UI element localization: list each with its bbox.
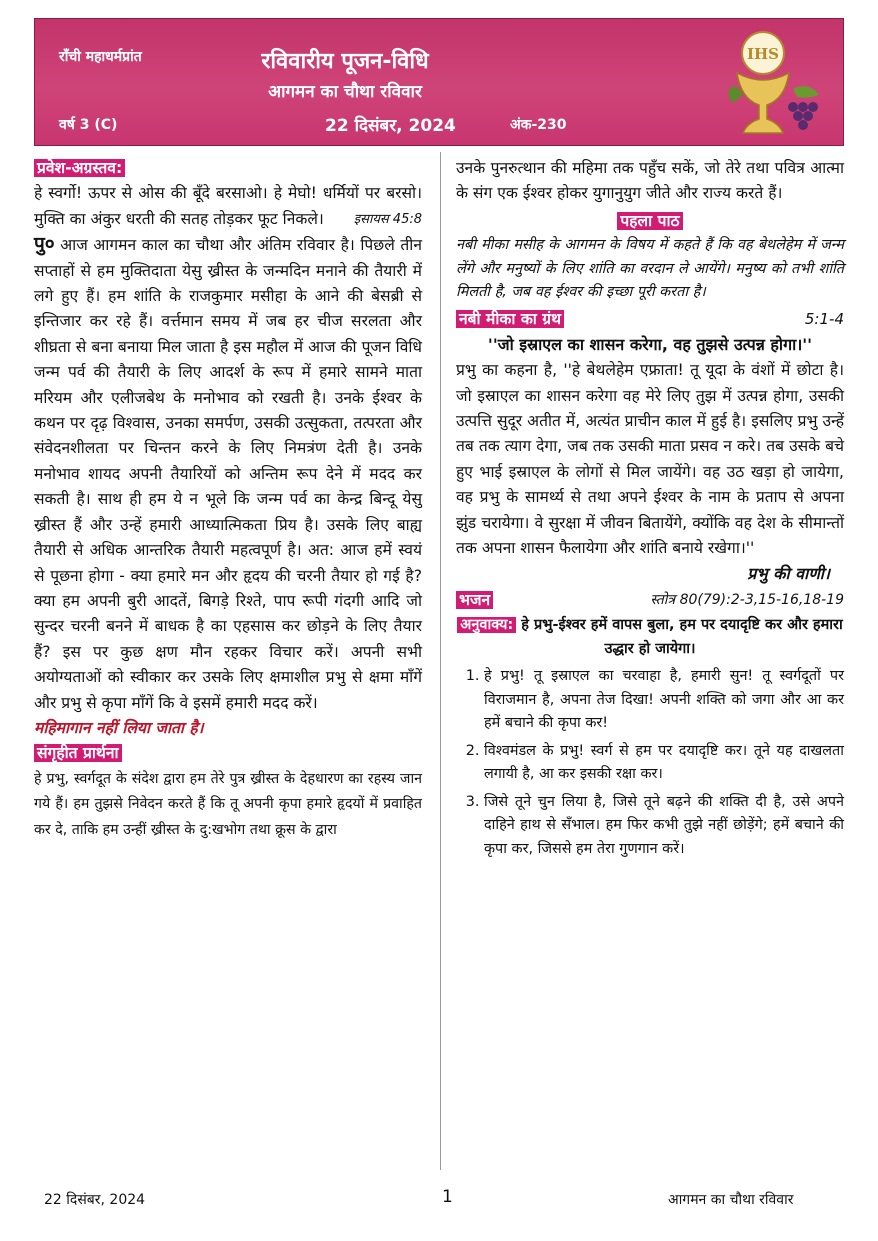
gloria-note: महिमागान नहीं लिया जाता है।: [34, 718, 204, 737]
issue-number: अंक-230: [510, 117, 567, 133]
psalm-verse: 3. जिसे तूने चुन लिया है, जिसे तूने बढ़ने की शक्ति दी है, उसे अपने दाहिने हाथ से सँभाल। हम फिर कभी तुझे नहीं छोड़ेंगे; हमें बचाने की कृपा कर, जिससे हम तेरा गुणगान करें।: [484, 791, 844, 862]
collect-text: हे प्रभु, स्वर्गदूत के संदेश द्वारा हम तेरे पुत्र ख्रीस्त के देहधारण का रहस्य जान गये हैं। हम तुझसे निवेदन करते हैं कि तू अपनी कृपा हमारे हृदयों में प्रवाहित कर दे, ताकि हम उन्हीं ख्रीस्त के दु:खभोग तथा क्रूस के द्वारा: [34, 770, 422, 838]
introduction-text: आज आगमन काल का चौथा और अंतिम रविवार है। पिछले तीन सप्ताहों से हम मुक्तिदाता येसु ख्रीस्त के जन्मदिन मनाने की तैयारी में लगे हुए हैं। हम शांति के राजकुमार मसीहा के आने की बेसब्री से इन्तिजार कर रहे हैं। वर्त्तमान समय में जब हर चीज सरलता और शीघ्रता से बना बनाया मिल जाता है इस महौल में आज की पूजन विधि जन्म पर्व की तैयारी के लिए आदर्श के रूप में हमारे सामने माता मरियम और एलीजबेथ के मनोभाव को रखती है। उनके ईश्वर के कथन पर दृढ़ विश्वास, उनका समर्पण, उसकी उत्सुकता, तत्परता और संवेदनशीलता पर चिन्तन करने के लिए निमत्रंण देती है। उनके मनोभाव शायद अपनी तैयारियों को अन्तिम रूप देने में मदद कर सकती है। साथ ही हम ये न भूले कि जन्म पर्व का केन्द्र बिन्दू येसु ख्रीस्त हैं और उन्हें हमारी आध्यात्मिकता प्रिय है। उसके लिए बाह्य तैयारी से अधिक आन्तरिक तैयारी महत्वपूर्ण है। अत: आज हमें स्वयं से पूछना होगा - क्या हमारे मन और हृदय की चरनी तैयार हो गई है? क्या हम अपनी बुरी आदतें, बिगड़े रिश्ते, पाप रूपी गंदगी आदि जो सुन्दर चरनी बनने में बाधक है का एहसास कर छोड़ने के लिए तैयार हैं? इस पर कुछ क्षण मौन रहकर विचार करें। अपनी सभी अयोग्यताओं को स्वीकार कर उसके लिए क्षमाशील प्रभु से क्षमा माँगें और प्रभु से कृपा माँगें कि वे इसमें हमारी मदद करें।: [34, 236, 422, 712]
diocese-name: राँची महाधर्मप्रांत: [59, 49, 142, 65]
collect-heading: संगृहीत प्रार्थना: [34, 744, 122, 762]
first-reading-heading: पहला पाठ: [617, 212, 682, 230]
psalm-reference: स्तोत्र 80(79):2-3,15-16,18-19: [650, 591, 844, 608]
page-number: 1: [442, 1187, 453, 1207]
page-title: रविवारीय पूजन-विधि: [261, 49, 429, 74]
entrance-heading: प्रवेश-अग्रस्तव:: [34, 159, 125, 177]
psalm-response: [456, 613, 844, 661]
entrance-reference: इसायस 45:8: [353, 211, 422, 227]
introduction: [34, 232, 422, 716]
word-of-lord: प्रभु की वाणी।: [747, 564, 830, 584]
response-label: अनुवाक्य:: [457, 617, 516, 633]
issue-date: 22 दिसंबर, 2024: [325, 116, 456, 136]
psalm-verse: 1. हे प्रभु! तू इस्राएल का चरवाहा है, हमारी सुन! तू स्वर्गदूतों पर विराजमान है, अपना तेज दिखा! अपनी शक्ति को जगा और आ कर हमें बचाने की कृपा कर!: [484, 665, 844, 736]
psalm-heading: भजन: [456, 591, 493, 609]
psalm-line: [456, 588, 844, 613]
column-divider: [440, 152, 441, 1170]
page-subtitle: आगमन का चौथा रविवार: [268, 82, 422, 102]
first-reading-intro: नबी मीका मसीह के आगमन के विषय में कहते हैं कि वह बेथलेहेम में जन्म लेंगे और मनुष्यों के लिए शांति का वरदान ले आयेंगे। मनुष्य को तभी शांति मिलती है, जब वह ईश्वर की इच्छा पूरी करता है।: [456, 237, 844, 301]
entrance-antiphon: [34, 181, 422, 232]
host-ihs-text: IHS: [746, 45, 780, 63]
entrance-text: हे स्वर्गो! ऊपर से ओस की बूँदे बरसाओ। हे मेघो! धर्मियों पर बरसो। मुक्ति का अंकुर धरती की सतह तोड़कर फूट निकले।: [34, 184, 422, 228]
left-column: [34, 156, 422, 843]
header-banner: [34, 18, 844, 146]
book-reference: 5:1-4: [804, 309, 844, 328]
reading-text: प्रभु का कहना है, ''हे बेथलेहेम एफ्राता! तू यूदा के वंशों में छोटा है। जो इस्राएल का शासन करेगा वह मेरे लिए तुझ में उत्पन्न होगा, उसकी उत्पत्ति सुदूर अतीत में, अत्यंत प्राचीन काल में हुई है। इसलिए प्रभु उन्हें तब तक त्याग देगा, जब तक उसकी माता प्रसव न करे। तब उसके बचे हुए भाई इस्राएल के लोगों से मिल जायेंगे। वह उठ खड़ा हो जायेगा, वह प्रभु के सामर्थ्य से तथा अपने ईश्वर के नाम के प्रताप से अपना झुंड चरायेगा। वे सुरक्षा में जीवन बितायेंगे, क्योंकि वह देश के सीमान्तों तक अपना शासन फैलायेगा और शांति बनाये रखेगा।'': [456, 361, 844, 557]
chalice-emblem: [723, 25, 827, 139]
year-label: वर्ष 3 (C): [59, 117, 118, 133]
right-column: [456, 156, 844, 865]
priest-marker: पु०: [34, 233, 55, 256]
book-heading: नबी मीका का ग्रंथ: [456, 310, 564, 328]
footer-occasion: आगमन का चौथा रविवार: [668, 1192, 794, 1208]
reading-title: ''जो इस्राएल का शासन करेगा, वह तुझसे उत्पन्न होगा।'': [487, 335, 813, 355]
response-text: हे प्रभु-ईश्वर हमें वापस बुला, हम पर दयादृष्टि कर और हमारा उद्धार हो जायेगा।: [521, 617, 843, 658]
book-line: [456, 307, 844, 332]
footer-date: 22 दिसंबर, 2024: [44, 1192, 146, 1208]
psalm-verses: [456, 665, 844, 861]
psalm-verse: 2. विश्वमंडल के प्रभु! स्वर्ग से हम पर दयादृष्टि कर। तूने यह दाखलता लगायी है, आ कर इसकी रक्षा कर।: [484, 740, 844, 787]
collect-continuation: उनके पुनरुत्थान की महिमा तक पहुँच सकें, जो तेरे तथा पवित्र आत्मा के संग एक ईश्वर होकर युगानुयुग जीते और राज्य करते हैं।: [456, 159, 844, 203]
